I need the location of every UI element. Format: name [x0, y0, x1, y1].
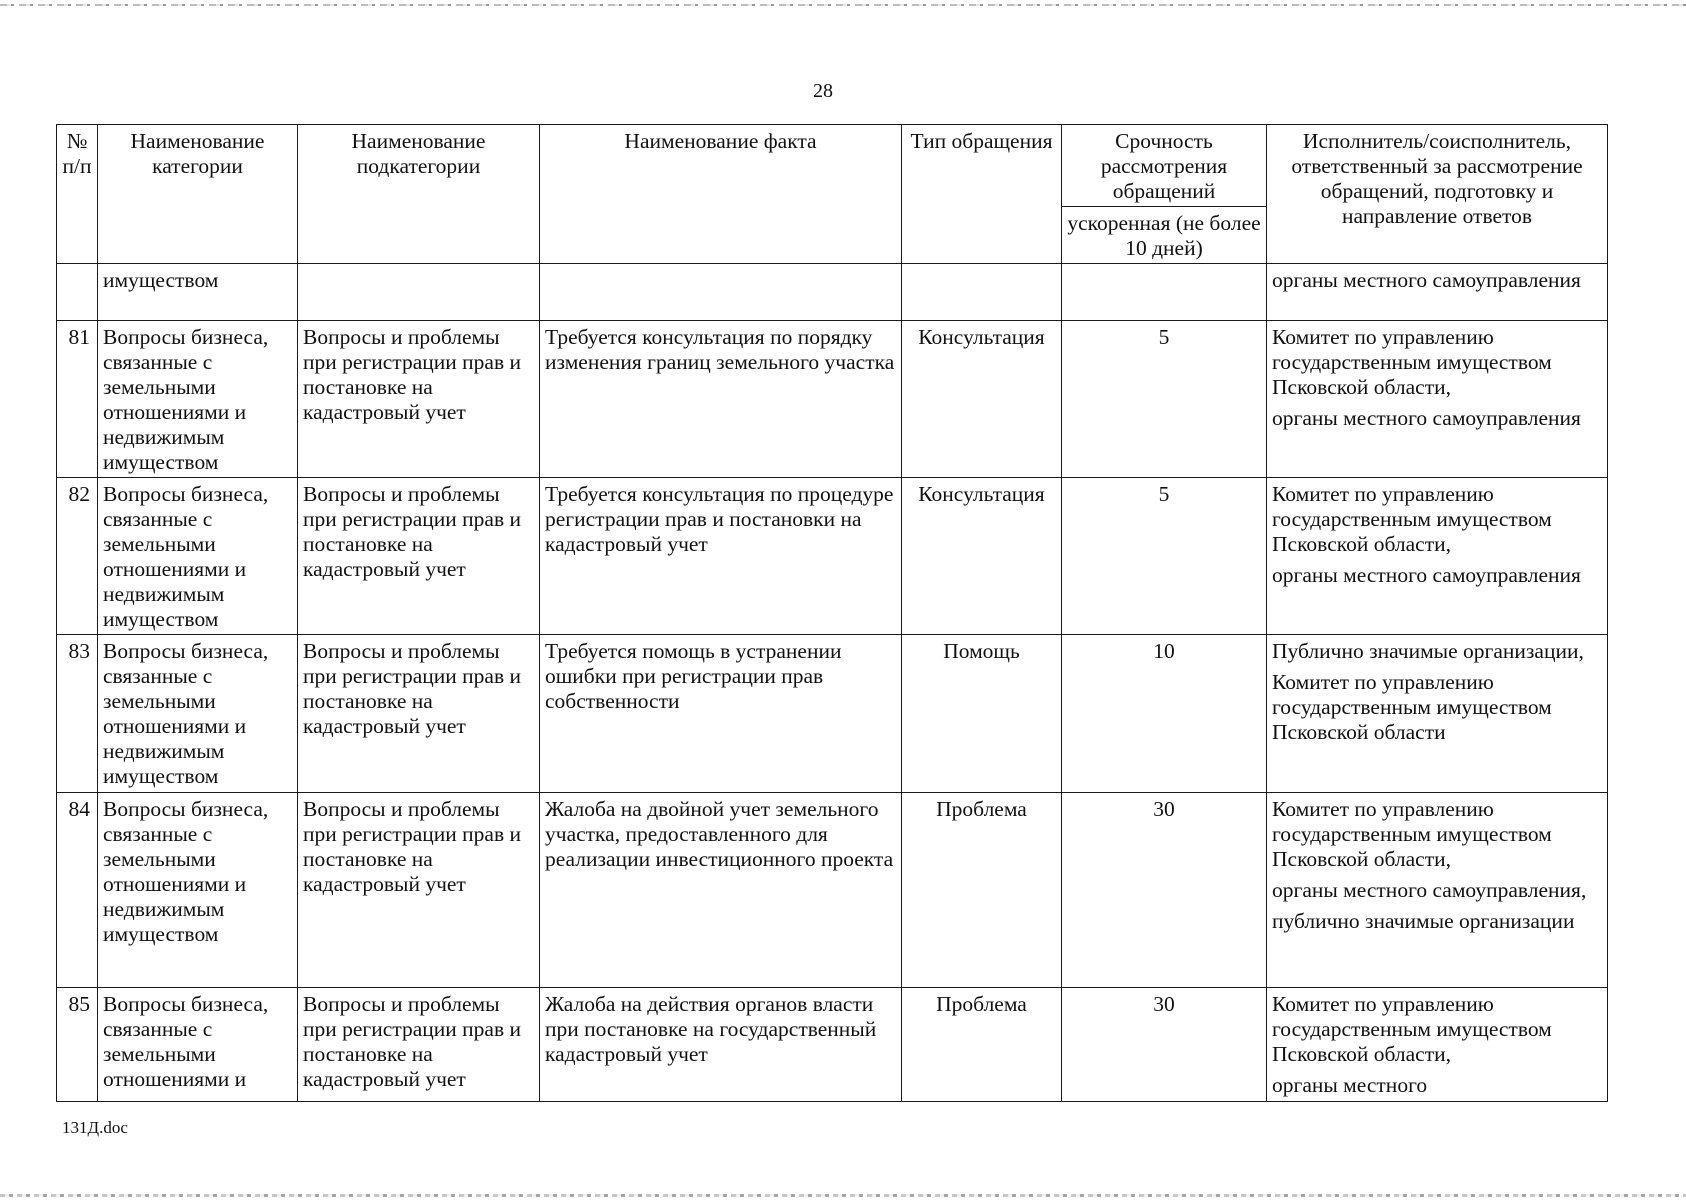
cell-num: 85 — [57, 988, 98, 1102]
cell-urgency: 5 — [1062, 478, 1267, 635]
cell-executor — [1267, 988, 1608, 1102]
cell-category: Вопросы бизнеса, связанные с земельными отношениями и недвижимым имуществом — [98, 635, 298, 793]
executor-line: органы местного самоуправления — [1272, 563, 1581, 587]
cell-urgency: 5 — [1062, 321, 1267, 478]
cell-num: 84 — [57, 793, 98, 988]
cell-subcategory: Вопросы и проблемы при регистрации прав и постановке на кадастровый учет — [298, 635, 540, 793]
cell-executor — [1267, 321, 1608, 478]
cell-type: Консультация — [902, 478, 1062, 635]
cell-urgency — [1062, 264, 1267, 321]
cell-fact: Жалоба на двойной учет земельного участка, предоставленного для реализации инвестиционного проекта — [540, 793, 902, 988]
cell-fact: Требуется консультация по процедуре регистрации прав и постановки на кадастровый учет — [540, 478, 902, 635]
executor-line: Комитет по управлению государственным имуществом Псковской области, — [1272, 992, 1552, 1066]
executor-line: органы местного самоуправления — [1272, 406, 1581, 430]
cell-fact: Требуется консультация по порядку изменения границ земельного участка — [540, 321, 902, 478]
cell-executor — [1267, 635, 1608, 793]
cell-num: 81 — [57, 321, 98, 478]
executor-line: Комитет по управлению государственным имуществом Псковской области — [1272, 670, 1552, 744]
executor-line: Комитет по управлению государственным имуществом Псковской области, — [1272, 482, 1552, 556]
executor-line: органы местного самоуправления, — [1272, 878, 1587, 902]
cell-urgency: 10 — [1062, 635, 1267, 793]
cell-subcategory: Вопросы и проблемы при регистрации прав и постановке на кадастровый учет — [298, 321, 540, 478]
executor-line: Комитет по управлению государственным имуществом Псковской области, — [1272, 325, 1552, 399]
header-urgency-sub: ускоренная (не более 10 дней) — [1062, 207, 1267, 264]
cell-category: Вопросы бизнеса, связанные с земельными отношениями и недвижимым имуществом — [98, 793, 298, 988]
header-subcategory: Наименование подкатегории — [298, 125, 540, 264]
cell-fact: Жалоба на действия органов власти при постановке на государственный кадастровый учет — [540, 988, 902, 1102]
cell-type: Проблема — [902, 988, 1062, 1102]
table-row — [57, 793, 1608, 988]
cell-type: Помощь — [902, 635, 1062, 793]
cell-subcategory: Вопросы и проблемы при регистрации прав и постановке на кадастровый учет — [298, 478, 540, 635]
cell-num: 83 — [57, 635, 98, 793]
cell-category: Вопросы бизнеса, связанные с земельными отношениями и — [98, 988, 298, 1102]
header-num: № п/п — [57, 125, 98, 264]
cell-type: Консультация — [902, 321, 1062, 478]
appeals-table — [56, 124, 1608, 1102]
scan-edge-top — [0, 4, 1686, 6]
cell-executor — [1267, 478, 1608, 635]
scan-edge-bottom — [0, 1194, 1686, 1197]
page-number: 28 — [813, 80, 833, 102]
table-row — [57, 635, 1608, 793]
header-type: Тип обращения — [902, 125, 1062, 264]
cell-subcategory: Вопросы и проблемы при регистрации прав и постановке на кадастровый учет — [298, 988, 540, 1102]
cell-urgency: 30 — [1062, 793, 1267, 988]
executor-line: Публично значимые организации, — [1272, 639, 1584, 663]
cell-num: 82 — [57, 478, 98, 635]
cell-subcategory — [298, 264, 540, 321]
table-row-continuation — [57, 264, 1608, 321]
header-urgency: Срочность рассмотрения обращений — [1062, 125, 1267, 207]
table-row — [57, 321, 1608, 478]
executor-line: Комитет по управлению государственным имуществом Псковской области, — [1272, 797, 1552, 871]
cell-category: имуществом — [98, 264, 298, 321]
table-row — [57, 478, 1608, 635]
cell-fact — [540, 264, 902, 321]
executor-line: публично значимые организации — [1272, 909, 1575, 933]
cell-type — [902, 264, 1062, 321]
cell-category: Вопросы бизнеса, связанные с земельными отношениями и недвижимым имуществом — [98, 321, 298, 478]
executor-line: органы местного — [1272, 1073, 1428, 1097]
header-executor: Исполнитель/соисполнитель, ответственный за рассмотрение обращений, подготовку и направление ответов — [1267, 125, 1608, 264]
table-header — [57, 125, 1608, 264]
header-category: Наименование категории — [98, 125, 298, 264]
cell-num — [57, 264, 98, 321]
header-fact: Наименование факта — [540, 125, 902, 264]
cell-executor: органы местного самоуправления — [1267, 264, 1608, 321]
cell-subcategory: Вопросы и проблемы при регистрации прав и постановке на кадастровый учет — [298, 793, 540, 988]
cell-type: Проблема — [902, 793, 1062, 988]
table-row — [57, 988, 1608, 1102]
cell-fact: Требуется помощь в устранении ошибки при регистрации прав собственности — [540, 635, 902, 793]
cell-category: Вопросы бизнеса, связанные с земельными отношениями и недвижимым имуществом — [98, 478, 298, 635]
footer-filename: 131Д.doc — [62, 1118, 128, 1137]
cell-urgency: 30 — [1062, 988, 1267, 1102]
cell-executor — [1267, 793, 1608, 988]
